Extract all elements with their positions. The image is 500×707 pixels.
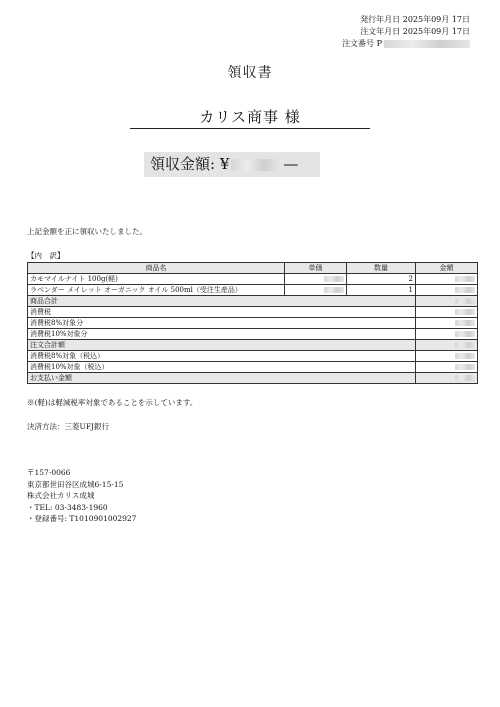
quantity-cell: 1: [347, 285, 416, 296]
summary-row-10-incl: [28, 362, 478, 373]
column-header-product: 商品名: [28, 263, 285, 274]
table-header-row: [28, 263, 478, 274]
summary-row-tax-8: [28, 318, 478, 329]
header-meta: [342, 14, 470, 50]
issuer-address: 東京都世田谷区成城6-15-15: [27, 479, 124, 489]
summary-row-tax-10: [28, 329, 478, 340]
amount-suffix: —: [283, 155, 299, 173]
order-date-line: [342, 26, 470, 38]
summary-value: [416, 329, 478, 340]
summary-label: 注文合計額: [28, 340, 416, 351]
amount-cell: [416, 285, 478, 296]
redacted-value: [455, 342, 475, 348]
issue-date-label: 発行年月日: [360, 15, 401, 24]
summary-value: [416, 340, 478, 351]
issuer-registration-number: ・登録番号: T1010901002927: [27, 514, 137, 523]
redacted-value: [455, 320, 475, 326]
column-header-unit-price: 単価: [285, 263, 347, 274]
order-number-line: [342, 38, 470, 50]
breakdown-label: 【内 訳】: [27, 251, 65, 260]
column-header-quantity: 数量: [347, 263, 416, 274]
issuer-block: [27, 467, 136, 525]
order-number-prefix: P: [376, 39, 382, 48]
summary-label: 商品合計: [28, 296, 416, 307]
unit-price-cell: [285, 274, 347, 285]
redacted-amount: [231, 159, 281, 171]
table-row: [28, 285, 478, 296]
issuer-postal-code: 〒157-0066: [27, 468, 71, 477]
summary-value: [416, 351, 478, 362]
receipt-statement: 上記金額を正に領収いたしました。: [27, 227, 147, 236]
redacted-value: [455, 353, 475, 359]
redacted-value: [324, 276, 344, 282]
redacted-value: [455, 276, 475, 282]
redacted-order-number: [384, 40, 470, 48]
product-name: カモマイルナイト 100g(軽): [28, 274, 285, 285]
currency-symbol: ¥: [219, 155, 230, 173]
summary-label: 消費税10%対象分: [28, 329, 416, 340]
summary-row-payment-amount: [28, 373, 478, 384]
order-date-label: 注文年月日: [360, 27, 401, 36]
reduced-tax-note: ※(軽)は軽減税率対象であることを示しています。: [27, 398, 198, 407]
issuer-company: 株式会社カリス成城: [27, 491, 95, 500]
issue-date-line: [342, 14, 470, 26]
redacted-value: [455, 309, 475, 315]
amount-cell: [416, 274, 478, 285]
summary-value: [416, 362, 478, 373]
redacted-value: [455, 331, 475, 337]
redacted-value: [455, 287, 475, 293]
table-row: [28, 274, 478, 285]
summary-label: 消費税10%対象（税込）: [28, 362, 416, 373]
summary-row-8-incl: [28, 351, 478, 362]
summary-row-tax: [28, 307, 478, 318]
unit-price-cell: [285, 285, 347, 296]
column-header-amount: 金額: [416, 263, 478, 274]
summary-value: [416, 373, 478, 384]
summary-value: [416, 307, 478, 318]
summary-label: 消費税: [28, 307, 416, 318]
redacted-value: [455, 375, 475, 381]
summary-value: [416, 318, 478, 329]
recipient-name: カリス商事 様: [199, 108, 301, 126]
payment-method: 決済方法：三菱UFJ銀行: [27, 422, 110, 431]
summary-row-product-total: [28, 296, 478, 307]
order-date: 2025年09月 17日: [402, 27, 470, 36]
summary-label: 消費税8%対象分: [28, 318, 416, 329]
breakdown-table: [27, 262, 478, 384]
summary-row-order-total: [28, 340, 478, 351]
order-number-label: 注文番号: [342, 39, 375, 48]
redacted-value: [324, 287, 344, 293]
issue-date: 2025年09月 17日: [402, 15, 470, 24]
summary-value: [416, 296, 478, 307]
recipient-underline: [130, 128, 370, 129]
issuer-tel: ・TEL: 03-3483-1960: [27, 502, 108, 512]
product-name: ラベンダー メイレット オーガニック オイル 500ml（受注生産品）: [28, 285, 285, 296]
redacted-value: [455, 364, 475, 370]
document-title: 領収書: [227, 65, 273, 81]
quantity-cell: 2: [347, 274, 416, 285]
redacted-value: [455, 298, 475, 304]
summary-label: 消費税8%対象（税込）: [28, 351, 416, 362]
summary-label: お支払い金額: [28, 373, 416, 384]
received-amount-box: [144, 152, 320, 177]
amount-label: 領収金額:: [150, 155, 216, 173]
